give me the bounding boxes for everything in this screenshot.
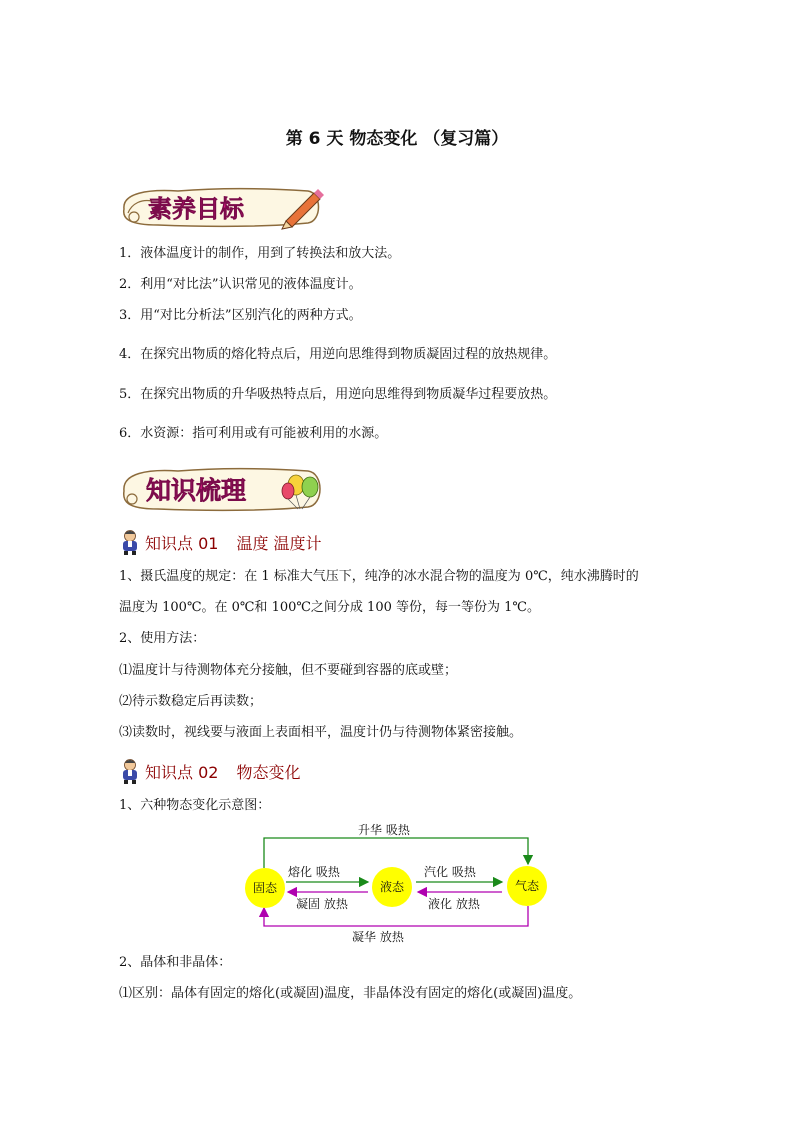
sublimation-arrow xyxy=(264,838,528,868)
banner-title: 知识梳理 xyxy=(146,476,247,505)
knowledge-banner xyxy=(118,463,328,515)
condensation-label: 液化 放热 xyxy=(428,897,480,911)
content-line: ⑴区别：晶体有固定的熔化(或凝固)温度，非晶体没有固定的熔化(或凝固)温度。 xyxy=(119,986,582,1001)
objective-line: 1．液体温度计的制作，用到了转换法和放大法。 xyxy=(119,246,401,261)
melting-label: 熔化 吸热 xyxy=(288,865,340,879)
teacher-icon xyxy=(119,758,141,784)
state-change-diagram xyxy=(240,816,560,954)
sublimation-label: 升华 吸热 xyxy=(358,823,410,837)
content-line: 1、摄氏温度的规定：在 1 标准大气压下，纯净的冰水混合物的温度为 0℃，纯水沸腾时的 xyxy=(119,569,639,584)
objective-line: 5．在探究出物质的升华吸热特点后，用逆向思维得到物质凝华过程要放热。 xyxy=(119,387,557,402)
teacher-icon xyxy=(119,529,141,555)
knowledge-point-topic: 温度 温度计 xyxy=(236,533,322,553)
content-line: ⑶读数时，视线要与液面上表面相平，温度计仍与待测物体紧密接触。 xyxy=(119,725,523,740)
objective-line: 2．利用“对比法”认识常见的液体温度计。 xyxy=(119,277,362,292)
knowledge-point-02-heading xyxy=(119,758,300,784)
content-line: ⑴温度计与待测物体充分接触，但不要碰到容器的底或壁； xyxy=(119,663,458,678)
banner-title: 素养目标 xyxy=(148,195,244,223)
page-title: 第 6 天 物态变化 （复习篇） xyxy=(285,129,509,149)
knowledge-point-topic: 物态变化 xyxy=(236,762,301,782)
content-line: 2、晶体和非晶体： xyxy=(119,955,232,970)
content-line: 2、使用方法： xyxy=(119,631,206,646)
deposition-label: 凝华 放热 xyxy=(352,930,404,944)
content-line: 温度为 100℃。在 0℃和 100℃之间分成 100 等份，每一等份为 1℃。 xyxy=(119,600,540,615)
vaporization-label: 汽化 吸热 xyxy=(424,865,476,879)
content-line: ⑵待示数稳定后再读数； xyxy=(119,694,263,709)
liquid-label: 液态 xyxy=(379,880,405,894)
content-line: 1、六种物态变化示意图： xyxy=(119,798,271,813)
objective-line: 4．在探究出物质的熔化特点后，用逆向思维得到物质凝固过程的放热规律。 xyxy=(119,347,557,362)
objectives-banner xyxy=(118,183,324,231)
knowledge-point-label: 知识点 01 xyxy=(145,533,219,553)
solid-label: 固态 xyxy=(252,881,278,895)
objective-line: 6．水资源：指可利用或有可能被利用的水源。 xyxy=(119,426,388,441)
gas-label: 气态 xyxy=(514,879,540,893)
freezing-label: 凝固 放热 xyxy=(296,897,348,911)
knowledge-point-01-heading xyxy=(119,529,322,555)
knowledge-point-label: 知识点 02 xyxy=(145,762,219,782)
objective-line: 3．用“对比分析法”区别汽化的两种方式。 xyxy=(119,308,362,323)
